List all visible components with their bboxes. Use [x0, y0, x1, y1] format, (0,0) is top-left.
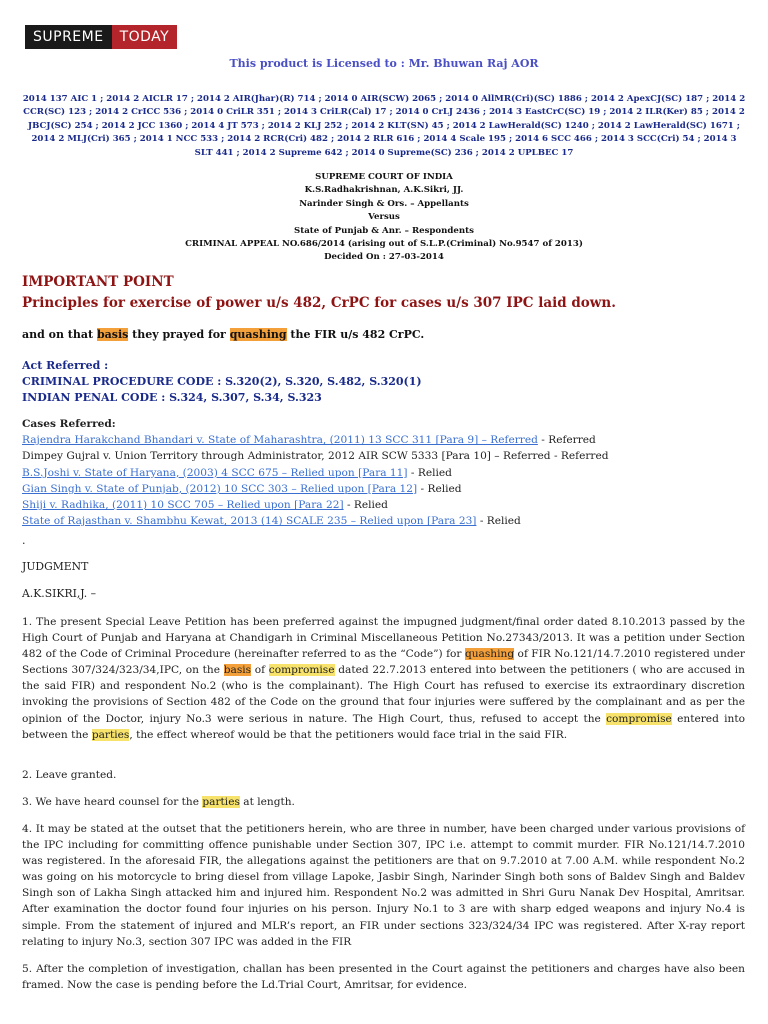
acts-title: Act Referred : [22, 359, 109, 372]
paragraph-3 [22, 794, 745, 810]
important-point-heading: IMPORTANT POINT [22, 274, 174, 290]
para3-text: at length. [239, 796, 295, 808]
basis-text-3: the FIR u/s 482 CrPC. [286, 328, 425, 341]
case-item [22, 513, 609, 529]
separator-dot: . [22, 534, 26, 547]
cases-title: Cases Referred: [22, 418, 116, 430]
case-link-gian-singh[interactable]: Gian Singh v. State of Punjab, (2012) 10 SCC 303 – Relied upon [Para 12] [22, 482, 418, 495]
respondents: State of Punjab & Anr. – Respondents [294, 225, 474, 236]
court-name: SUPREME COURT OF INDIA [315, 172, 453, 182]
para1-text: of FIR No.121/14.7.2010 registered under Sections 307/324/323/34,IPC, on the [22, 648, 745, 677]
highlight-parties: parties [202, 796, 240, 808]
logo-right: TODAY [112, 25, 178, 49]
bench-judges: K.S.Radhakrishnan, A.K.Sikri, JJ. [304, 185, 464, 196]
appellants: Narinder Singh & Ors. – Appellants [299, 198, 469, 209]
basis-line [22, 328, 424, 341]
case-item [22, 465, 609, 481]
highlight-compromise: compromise [268, 664, 335, 677]
case-item: Dimpey Gujral v. Union Territory through Administrator, 2012 AIR SCW 5333 [Para 10] – Referred - Referred [22, 450, 609, 463]
para1-text: of [251, 664, 269, 677]
basis-text-2: they prayed for [128, 328, 230, 341]
case-link-shiji[interactable]: Shiji v. Radhika, (2011) 10 SCC 705 – Relied upon [Para 22] [22, 499, 344, 512]
judgment-title: JUDGMENT [22, 560, 89, 573]
case-item [22, 432, 609, 448]
paragraph-5: 5. After the completion of investigation, challan has been presented in the Court against the petitioners and charges have also been framed. Now the case is pending before the Ld.Trial Court, Amritsar, for evidence. [22, 963, 745, 992]
para3-text: 3. We have heard counsel for the [22, 796, 203, 808]
case-status: - Referred [537, 434, 596, 447]
versus: Versus [368, 212, 400, 223]
paragraph-1 [22, 614, 745, 743]
case-status: - Relied [417, 482, 462, 495]
case-header [0, 171, 768, 265]
judge-name: A.K.SIKRI,J. – [22, 587, 97, 600]
decided-date: Decided On : 27-03-2014 [324, 252, 444, 263]
appeal-number: CRIMINAL APPEAL NO.686/2014 (arising out of S.L.P.(Criminal) No.9547 of 2013) [185, 239, 583, 250]
supreme-today-logo[interactable] [25, 25, 177, 49]
acts-referred [22, 358, 422, 406]
case-link-bhandari[interactable]: Rajendra Harakchand Bhandari v. State of Maharashtra, (2011) 13 SCC 311 [Para 9] – Referred [22, 434, 538, 447]
case-link-shambhu-kewat[interactable]: State of Rajasthan v. Shambhu Kewat, 2013 (14) SCALE 235 – Relied upon [Para 23] [22, 515, 477, 528]
logo-left: SUPREME [25, 25, 112, 49]
principle-heading: Principles for exercise of power u/s 482, CrPC for cases u/s 307 IPC laid down. [22, 295, 616, 311]
highlight-parties: parties [91, 728, 130, 741]
basis-text-1: and on that [22, 328, 97, 341]
case-status: - Relied [476, 515, 521, 528]
para1-text: entered into between the [22, 712, 745, 741]
case-item [22, 481, 609, 497]
para1-text: dated 22.7.2013 entered into between the petitioners ( who are accused in the said FIR) and respondent No.2 (who is the complainant). The High Court has refused to exercise its extraordinary discretion invoking the provisions of Section 482 of the Code on the ground that four injuries were suffered by the complainant and as per the opinion of the Doctor, injury No.3 were serious in nature. The High Court, thus, refused to accept the [22, 664, 745, 725]
case-status: - Relied [343, 499, 388, 512]
paragraph-4: 4. It may be stated at the outset that the petitioners herein, who are three in number, have been charged under various provisions of the IPC including for committing offence punishable under Section 307, IPC i.e. attempt to commit murder. FIR No.121/14.7.2010 was registered. In the aforesaid FIR, the allegations against the petitioners are that on 9.7.2010 at 7.00 A.M. while respondent No.2 was going on his motorcycle to bring diesel from village Lapoke, Jasbir Singh, Narinder Singh both sons of Baldev Singh and Baldev Singh son of Lakha Singh attacked him and injured him. Respondent No.2 was admitted in Shri Guru Nanak Dev Hospital, Amritsar. After examination the doctor found four injuries on his person. Injury No.1 to 3 are with sharp edged weapons and injury No.4 is simple. From the statement of injured and MLR’s report, an FIR under sections 323/324/34 IPC was registered. After X-ray report relating to injury No.3, section 307 IPC was added in the FIR [22, 823, 745, 948]
para1-text: , the effect whereof would be that the petitioners would face trial in the said FIR. [129, 728, 568, 741]
cases-referred [22, 416, 609, 529]
highlight-quashing: quashing [229, 328, 287, 341]
paragraph-2: 2. Leave granted. [22, 769, 117, 781]
highlight-basis: basis [96, 328, 129, 341]
highlight-quashing: quashing [464, 648, 515, 661]
act-ipc: INDIAN PENAL CODE : S.324, S.307, S.34, S.323 [22, 391, 322, 404]
para1-text: 1. The present Special Leave Petition has been preferred against the impugned judgment/final order dated 8.10.2013 passed by the High Court of Punjab and Haryana at Chandigarh in Criminal Miscellaneous Petition No.27343/2013. It was a petition under Section 482 of the Code of Criminal Procedure (hereinafter referred to as the “Code”) for [22, 616, 745, 661]
highlight-compromise: compromise [606, 712, 672, 725]
highlight-basis: basis [223, 664, 252, 677]
act-crpc: CRIMINAL PROCEDURE CODE : S.320(2), S.320, S.482, S.320(1) [22, 375, 422, 388]
license-notice: This product is Licensed to : Mr. Bhuwan Raj AOR [229, 57, 539, 70]
case-item [22, 497, 609, 513]
citations-list: 2014 137 AIC 1 ; 2014 2 AICLR 17 ; 2014 2 AIR(Jhar)(R) 714 ; 2014 0 AIR(SCW) 2065 ; 2014 0 AllMR(Cri)(SC) 1886 ; 2014 2 ApexCJ(SC) 187 ; 2014 2 CCR(SC) 123 ; 2014 2 CrICC 536 ; 2014 0 CriLR 351 ; 2014 3 CriLR(Cal) 17 ; 2014 0 CrLJ 2436 ; 2014 3 EastCrC(SC) 19 ; 2014 2 ILR(Ker) 85 ; 2014 2 JBCJ(SC) 254 ; 2014 2 JCC 1360 ; 2014 4 JT 573 ; 2014 2 KLJ 252 ; 2014 2 KLT(SN) 45 ; 2014 2 LawHerald(SC) 1240 ; 2014 2 LawHerald(SC) 1671 ; 2014 2 MLJ(Cri) 365 ; 2014 1 NCC 533 ; 2014 2 RCR(Cri) 482 ; 2014 2 RLR 616 ; 2014 4 Scale 195 ; 2014 6 SCC 466 ; 2014 3 SCC(Cri) 54 ; 2014 3 SLT 441 ; 2014 2 Supreme 642 ; 2014 0 Supreme(SC) 236 ; 2014 2 UPLBEC 17 [22, 94, 746, 158]
case-link-joshi[interactable]: B.S.Joshi v. State of Haryana, (2003) 4 SCC 675 – Relied upon [Para 11] [22, 466, 408, 479]
case-status: - Relied [407, 466, 452, 479]
